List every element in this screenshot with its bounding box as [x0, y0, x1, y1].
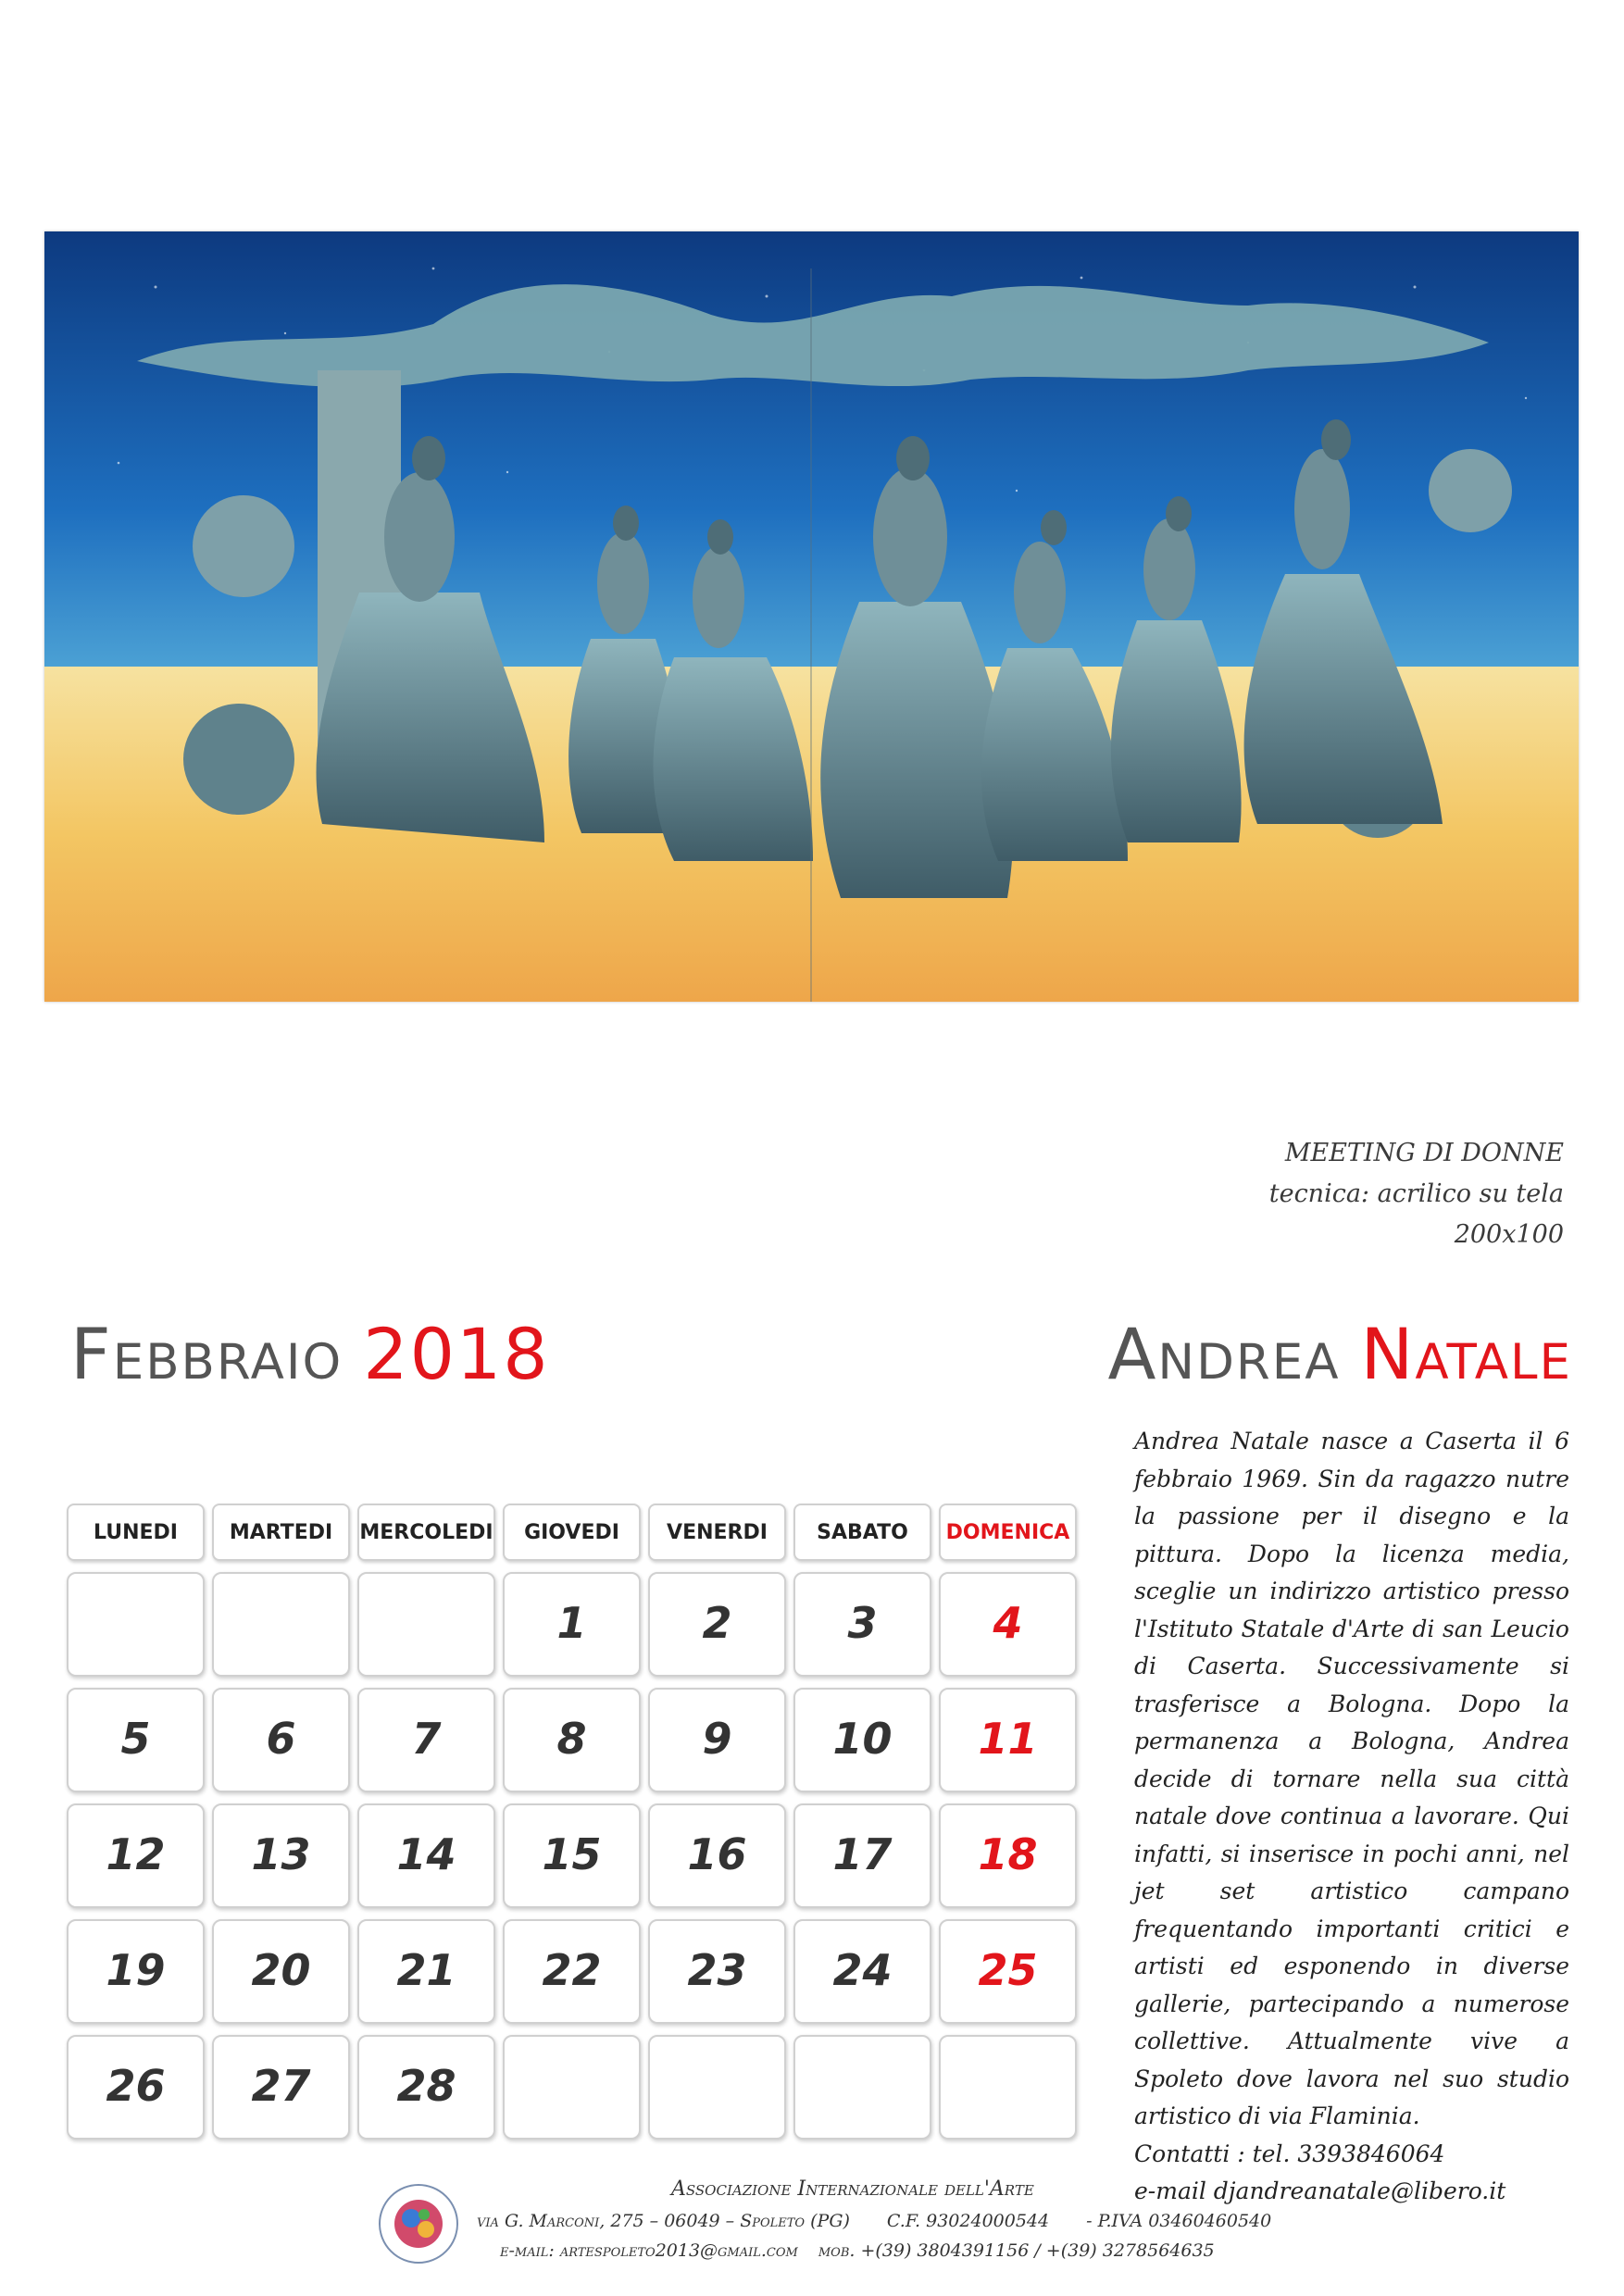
day-cell	[648, 2035, 786, 2140]
painting-technique: tecnica: acrilico su tela	[1268, 1179, 1564, 1208]
day-number: 11	[978, 1714, 1038, 1764]
day-cell	[67, 1688, 205, 1792]
footer	[0, 2166, 1624, 2277]
day-cell	[793, 1688, 931, 1792]
day-cell	[357, 1572, 495, 1677]
weekday-wednesday: MERCOLEDI	[357, 1504, 495, 1561]
day-number: 21	[396, 1945, 456, 1995]
day-number: 1	[556, 1598, 587, 1648]
footer-contact-line	[500, 2240, 1215, 2261]
day-cell	[648, 1688, 786, 1792]
day-cell	[67, 1803, 205, 1908]
day-cell	[212, 1803, 350, 1908]
day-cell	[212, 2035, 350, 2140]
day-cell	[793, 1572, 931, 1677]
day-cell	[212, 1919, 350, 2024]
day-number: 12	[106, 1829, 166, 1879]
day-number: 8	[556, 1714, 587, 1764]
day-cell-sunday	[939, 1688, 1077, 1792]
day-cell	[212, 1688, 350, 1792]
month-year: 2018	[363, 1313, 550, 1395]
day-number: 5	[120, 1714, 151, 1764]
association-logo-icon	[378, 2183, 459, 2265]
day-number: 20	[251, 1945, 311, 1995]
day-number: 16	[687, 1829, 747, 1879]
artist-heading	[1107, 1313, 1572, 1395]
day-number: 15	[542, 1829, 602, 1879]
day-number: 7	[411, 1714, 442, 1764]
day-number: 9	[702, 1714, 732, 1764]
artist-bio	[1134, 1423, 1569, 2211]
weekday-tuesday: MARTEDI	[212, 1504, 350, 1561]
bio-email: e-mail djandreanatale@libero.it	[1134, 2177, 1506, 2204]
day-number: 2	[702, 1598, 732, 1648]
calendar-days-grid	[67, 1572, 1081, 2140]
day-cell	[503, 1803, 641, 1908]
weekday-thursday: GIOVEDI	[503, 1504, 641, 1561]
day-cell	[212, 1572, 350, 1677]
day-cell-sunday	[939, 1803, 1077, 1908]
day-cell	[648, 1919, 786, 2024]
footer-address: via G. Marconi, 275 – 06049 – Spoleto (PG)	[477, 2211, 850, 2231]
day-cell	[793, 2035, 931, 2140]
weekday-sunday: DOMENICA	[939, 1504, 1077, 1561]
day-cell	[648, 1803, 786, 1908]
day-number: 19	[106, 1945, 166, 1995]
day-number: 17	[832, 1829, 893, 1879]
day-cell	[357, 1919, 495, 2024]
painting-caption	[1008, 1133, 1564, 1255]
painting-illustration	[44, 231, 1579, 1002]
month-name: Febbraio	[70, 1313, 344, 1395]
day-cell-sunday	[939, 1919, 1077, 2024]
bio-contacts: Contatti : tel. 3393846064	[1134, 2140, 1445, 2167]
weekday-saturday: SABATO	[793, 1504, 931, 1561]
footer-address-line	[477, 2211, 1271, 2231]
day-cell-sunday	[939, 2035, 1077, 2140]
day-number: 10	[832, 1714, 893, 1764]
day-cell	[503, 2035, 641, 2140]
calendar-weekday-header	[67, 1504, 1081, 1561]
artist-last-name: Natale	[1360, 1313, 1572, 1395]
day-number: 23	[687, 1945, 747, 1995]
day-number: 22	[542, 1945, 602, 1995]
day-cell	[503, 1688, 641, 1792]
painting-image	[44, 231, 1579, 1002]
day-cell	[503, 1572, 641, 1677]
day-cell	[793, 1919, 931, 2024]
calendar	[67, 1504, 1081, 2140]
day-number: 14	[396, 1829, 456, 1879]
painting-size: 200x100	[1454, 1220, 1564, 1249]
footer-cf: C.F. 93024000544	[886, 2211, 1050, 2231]
day-cell	[357, 1803, 495, 1908]
painting-title: MEETING DI DONNE	[1284, 1139, 1564, 1167]
day-number: 6	[266, 1714, 296, 1764]
bio-text: Andrea Natale nasce a Caserta il 6 febbraio 1969. Sin da ragazzo nutre la passione per il disegno e la pittura. Dopo la licenza media, sceglie un indirizzo artistico presso l'Istituto Statale d'Arte di san Leucio di Caserta. Successivamente si trasferisce a Bologna. Dopo la permanenza a Bologna, Andrea decide di tornare nella sua città natale dove continua a lavorare. Qui infatti, si inserisce in pochi anni, nel jet set artistico campano frequentando importanti critici e artisti ed esponendo in diverse gallerie, partecipando a numerose collettive. Attualmente vive a Spoleto dove lavora nel suo studio artistico di via Flaminia.	[1134, 1428, 1569, 2129]
day-number: 25	[978, 1945, 1038, 1995]
day-cell	[67, 1572, 205, 1677]
day-number: 4	[993, 1598, 1023, 1648]
footer-mobile: mob. +(39) 3804391156 / +(39) 3278564635	[818, 2240, 1215, 2261]
weekday-monday: LUNEDI	[67, 1504, 205, 1561]
footer-piva: - P.IVA 03460460540	[1086, 2211, 1272, 2231]
day-number: 28	[396, 2061, 456, 2111]
footer-association: Associazione Internazionale dell'Arte	[671, 2177, 1034, 2201]
day-cell	[357, 2035, 495, 2140]
weekday-friday: VENERDI	[648, 1504, 786, 1561]
day-cell	[793, 1803, 931, 1908]
day-number: 13	[251, 1829, 311, 1879]
day-cell	[67, 1919, 205, 2024]
day-number: 18	[978, 1829, 1038, 1879]
artist-first-name: Andrea	[1107, 1313, 1341, 1395]
day-cell-sunday	[939, 1572, 1077, 1677]
day-cell	[648, 1572, 786, 1677]
day-number: 26	[106, 2061, 166, 2111]
day-cell	[357, 1688, 495, 1792]
month-heading	[70, 1313, 550, 1395]
footer-email: e-mail: artespoleto2013@gmail.com	[500, 2240, 798, 2261]
day-number: 3	[847, 1598, 878, 1648]
day-cell	[503, 1919, 641, 2024]
day-number: 24	[832, 1945, 893, 1995]
day-cell	[67, 2035, 205, 2140]
day-number: 27	[251, 2061, 311, 2111]
